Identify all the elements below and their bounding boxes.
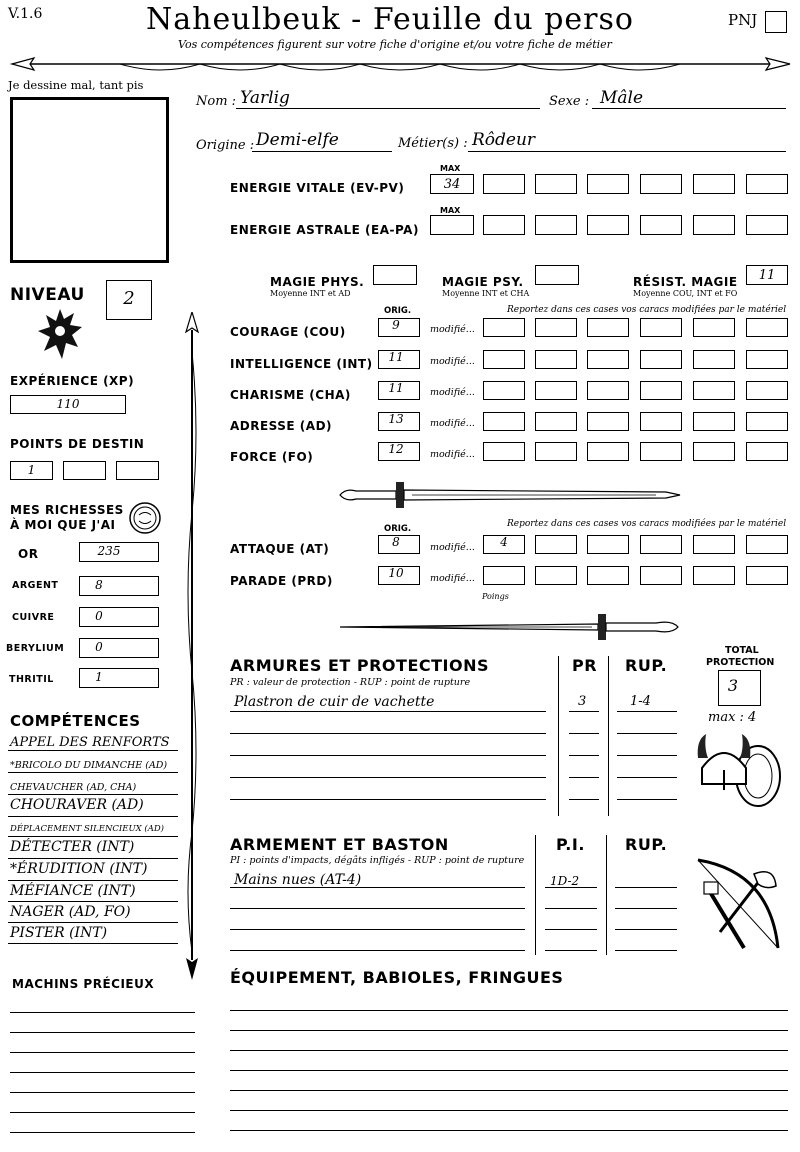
int-label: INTELLIGENCE (INT) <box>230 357 373 371</box>
resist-magie-label: RÉSIST. MAGIE <box>633 275 738 289</box>
ea-box[interactable] <box>693 215 735 235</box>
armure-rup: 1-4 <box>630 694 651 709</box>
armure-row-line[interactable] <box>230 799 546 800</box>
machins-line[interactable] <box>10 1112 195 1113</box>
prd-modif-label: modifié... <box>430 573 475 584</box>
skill-line[interactable] <box>8 836 178 837</box>
thritil-value: 1 <box>95 670 103 684</box>
resist-magie-note: Moyenne COU, INT et FO <box>633 289 738 298</box>
skill-line[interactable] <box>8 922 178 923</box>
skill-item: MÉFIANCE (INT) <box>10 883 136 899</box>
nom-label: Nom : <box>196 94 237 109</box>
stat-mod-box[interactable] <box>640 318 682 337</box>
stat-mod-box[interactable] <box>640 350 682 369</box>
equipement-line[interactable] <box>230 1070 788 1071</box>
armement-divider <box>606 835 607 955</box>
equipement-line[interactable] <box>230 1110 788 1111</box>
skill-line[interactable] <box>8 772 178 773</box>
stat-mod-box[interactable] <box>640 381 682 400</box>
stat-mod-box[interactable] <box>587 412 629 431</box>
nom-value: Yarlig <box>240 88 290 108</box>
stat-mod-box[interactable] <box>535 442 577 461</box>
arme-pi-line[interactable] <box>545 929 597 930</box>
arme-rup-line[interactable] <box>615 950 677 951</box>
arme-pi-line[interactable] <box>545 908 597 909</box>
skill-line[interactable] <box>8 880 178 881</box>
stat-mod-box[interactable] <box>746 442 788 461</box>
magie-phys-box[interactable] <box>373 265 417 285</box>
armure-pr-line[interactable] <box>569 733 599 734</box>
poings-note: Poings <box>482 592 509 601</box>
stat-mod-box[interactable] <box>483 381 525 400</box>
armure-pr-line[interactable] <box>569 755 599 756</box>
stat-mod-box[interactable] <box>693 318 735 337</box>
at-mod-box[interactable] <box>535 535 577 554</box>
total-protection-label: PROTECTION <box>706 657 775 668</box>
armure-row-line[interactable] <box>230 711 546 712</box>
armement-title: ARMEMENT ET BASTON <box>230 835 449 854</box>
at-label: ATTAQUE (AT) <box>230 542 330 556</box>
skill-item: *ÉRUDITION (INT) <box>10 861 148 877</box>
int-value: 11 <box>388 350 404 364</box>
or-value: 235 <box>97 544 121 558</box>
sexe-field[interactable] <box>592 108 786 109</box>
armures-title: ARMURES ET PROTECTIONS <box>230 656 489 675</box>
arme-pi-line[interactable] <box>545 887 597 888</box>
portrait-caption: Je dessine mal, tant pis <box>8 78 144 92</box>
arme-row-line[interactable] <box>230 887 525 888</box>
origine-label: Origine : <box>196 138 255 153</box>
prd-mod-box[interactable] <box>746 566 788 585</box>
armure-rup-line[interactable] <box>617 755 677 756</box>
skill-item: APPEL DES RENFORTS <box>10 735 170 750</box>
ea-max-box[interactable] <box>430 215 474 235</box>
cou-label: COURAGE (COU) <box>230 325 346 339</box>
arme-rup-line[interactable] <box>615 929 677 930</box>
armures-rup-header: RUP. <box>625 656 668 675</box>
ev-label: ENERGIE VITALE (EV-PV) <box>230 181 405 195</box>
machins-line[interactable] <box>10 1092 195 1093</box>
armure-rup-line[interactable] <box>617 711 677 712</box>
skill-item: CHOURAVER (AD) <box>10 797 144 813</box>
cha-value: 11 <box>388 381 404 395</box>
arme-row-line[interactable] <box>230 908 525 909</box>
prd-mod-box[interactable] <box>693 566 735 585</box>
armement-divider <box>535 835 536 955</box>
stat-mod-box[interactable] <box>693 350 735 369</box>
magie-psy-box[interactable] <box>535 265 579 285</box>
ev-max-value: 34 <box>443 177 461 192</box>
xp-value: 110 <box>56 397 80 411</box>
armement-rup-header: RUP. <box>625 835 668 854</box>
armures-divider <box>558 656 559 816</box>
skill-item: PISTER (INT) <box>10 925 108 941</box>
ad-modif-label: modifié... <box>430 418 475 429</box>
spear-icon <box>182 312 202 980</box>
ea-box[interactable] <box>483 215 525 235</box>
ea-max-label: MAX <box>440 206 461 215</box>
machins-title: MACHINS PRÉCIEUX <box>12 977 155 991</box>
skill-item: NAGER (AD, FO) <box>10 904 131 920</box>
stat-mod-box[interactable] <box>535 381 577 400</box>
metier-field[interactable] <box>468 151 786 152</box>
ea-label: ENERGIE ASTRALE (EA-PA) <box>230 223 419 237</box>
stat-mod-box[interactable] <box>483 412 525 431</box>
dragon-icon <box>34 305 86 363</box>
fo-label: FORCE (FO) <box>230 450 314 464</box>
magie-psy-label: MAGIE PSY. <box>442 275 524 289</box>
portrait-frame[interactable] <box>10 97 169 263</box>
prd-mod-box[interactable] <box>483 566 525 585</box>
cuivre-label: CUIVRE <box>12 612 55 623</box>
equipement-title: ÉQUIPEMENT, BABIOLES, FRINGUES <box>230 968 564 987</box>
armures-pr-header: PR <box>572 656 598 675</box>
cha-modif-label: modifié... <box>430 387 475 398</box>
resist-magie-value: 11 <box>758 268 776 283</box>
stat-mod-box[interactable] <box>746 318 788 337</box>
at-mod-value: 4 <box>500 535 508 549</box>
destin-box[interactable] <box>63 461 106 480</box>
at-modif-label: modifié... <box>430 542 475 553</box>
ev-box[interactable] <box>535 174 577 194</box>
sword-icon <box>336 610 682 644</box>
armure-row-line[interactable] <box>230 733 546 734</box>
prd-label: PARADE (PRD) <box>230 574 333 588</box>
version-label: V.1.6 <box>8 6 43 22</box>
stat-mod-box[interactable] <box>693 442 735 461</box>
ea-box[interactable] <box>535 215 577 235</box>
skill-item: DÉTECTER (INT) <box>10 839 135 855</box>
arme-name: Mains nues (AT-4) <box>234 872 362 888</box>
stat-mod-box[interactable] <box>483 318 525 337</box>
fo-modif-label: modifié... <box>430 449 475 460</box>
stats-orig-label: ORIG. <box>384 306 412 316</box>
armure-pr-line[interactable] <box>569 777 599 778</box>
stat-mod-box[interactable] <box>587 381 629 400</box>
stat-mod-box[interactable] <box>535 350 577 369</box>
stat-mod-box[interactable] <box>746 350 788 369</box>
skill-item: *BRICOLO DU DIMANCHE (AD) <box>10 760 168 771</box>
ea-box[interactable] <box>587 215 629 235</box>
machins-line[interactable] <box>10 1032 195 1033</box>
ev-box[interactable] <box>587 174 629 194</box>
armures-divider <box>608 656 609 816</box>
stat-mod-box[interactable] <box>693 412 735 431</box>
arme-rup-line[interactable] <box>615 908 677 909</box>
destin-box[interactable] <box>116 461 159 480</box>
int-modif-label: modifié... <box>430 356 475 367</box>
niveau-label: NIVEAU <box>10 285 85 305</box>
prd-mod-box[interactable] <box>640 566 682 585</box>
ev-max-label: MAX <box>440 164 461 173</box>
argent-value: 8 <box>95 578 103 592</box>
machins-line[interactable] <box>10 1012 195 1013</box>
stat-mod-box[interactable] <box>535 412 577 431</box>
arme-pi: 1D-2 <box>550 874 580 888</box>
skill-line[interactable] <box>8 794 178 795</box>
equipement-line[interactable] <box>230 1130 788 1131</box>
combat-note: Reportez dans ces cases vos caracs modifiées par le matériel <box>507 519 787 529</box>
total-protection-value: 3 <box>727 676 739 695</box>
ev-box[interactable] <box>640 174 682 194</box>
armure-pr-line[interactable] <box>569 711 599 712</box>
cuivre-value: 0 <box>95 609 103 623</box>
ad-label: ADRESSE (AD) <box>230 419 333 433</box>
stat-mod-box[interactable] <box>746 381 788 400</box>
sexe-value: Mâle <box>600 88 644 108</box>
magie-phys-note: Moyenne INT et AD <box>270 289 351 298</box>
machins-line[interactable] <box>10 1072 195 1073</box>
ea-box[interactable] <box>640 215 682 235</box>
stat-mod-box[interactable] <box>587 442 629 461</box>
cha-label: CHARISME (CHA) <box>230 388 351 402</box>
arme-pi-line[interactable] <box>545 950 597 951</box>
origine-field[interactable] <box>252 151 392 152</box>
skill-line[interactable] <box>8 901 178 902</box>
weapons-bow-axe-icon <box>690 852 786 956</box>
ev-box[interactable] <box>483 174 525 194</box>
magie-phys-label: MAGIE PHYS. <box>270 275 365 289</box>
armure-row-line[interactable] <box>230 755 546 756</box>
destin-value: 1 <box>27 463 36 477</box>
total-protection-label: TOTAL <box>725 645 759 656</box>
spear-divider-icon <box>0 52 800 78</box>
skill-line[interactable] <box>8 750 178 751</box>
nom-field[interactable] <box>236 108 540 109</box>
sword-icon <box>336 478 682 512</box>
equipement-line[interactable] <box>230 1030 788 1031</box>
at-mod-box[interactable] <box>640 535 682 554</box>
at-mod-box[interactable] <box>587 535 629 554</box>
machins-line[interactable] <box>10 1052 195 1053</box>
berylium-value: 0 <box>95 640 103 654</box>
richesses-label-1: MES RICHESSES <box>10 503 124 517</box>
stat-mod-box[interactable] <box>640 412 682 431</box>
ad-value: 13 <box>388 412 404 426</box>
arme-row-line[interactable] <box>230 950 525 951</box>
or-label: OR <box>18 547 39 561</box>
thritil-label: THRITIL <box>9 674 54 685</box>
cou-modif-label: modifié... <box>430 324 475 335</box>
pnj-label: PNJ <box>728 11 758 29</box>
prd-value: 10 <box>388 566 404 580</box>
niveau-value: 2 <box>123 288 135 309</box>
armure-rup-line[interactable] <box>617 799 677 800</box>
at-value: 8 <box>392 535 400 549</box>
page-subtitle: Vos compétences figurent sur votre fiche d'origine et/ou votre fiche de métier <box>178 38 612 51</box>
total-protection-max: max : 4 <box>708 710 757 725</box>
prd-mod-box[interactable] <box>587 566 629 585</box>
sexe-label: Sexe : <box>549 94 590 109</box>
stats-note: Reportez dans ces cases vos caracs modifiées par le matériel <box>507 305 787 315</box>
prd-mod-box[interactable] <box>535 566 577 585</box>
argent-label: ARGENT <box>12 580 59 591</box>
pnj-checkbox[interactable] <box>765 11 787 33</box>
helmet-shield-icon <box>694 728 784 814</box>
ev-box[interactable] <box>693 174 735 194</box>
machins-line[interactable] <box>10 1132 195 1133</box>
armure-row-line[interactable] <box>230 777 546 778</box>
stat-mod-box[interactable] <box>483 350 525 369</box>
destin-label: POINTS DE DESTIN <box>10 437 145 451</box>
stat-mod-box[interactable] <box>535 318 577 337</box>
arme-rup-line[interactable] <box>615 887 677 888</box>
fo-value: 12 <box>388 442 404 456</box>
stat-mod-box[interactable] <box>640 442 682 461</box>
skill-item: DÉPLACEMENT SILENCIEUX (AD) <box>10 824 164 834</box>
at-mod-box[interactable] <box>693 535 735 554</box>
ea-box[interactable] <box>746 215 788 235</box>
armures-note: PR : valeur de protection - RUP : point de rupture <box>230 677 471 688</box>
stat-mod-box[interactable] <box>693 381 735 400</box>
equipement-line[interactable] <box>230 1010 788 1011</box>
origine-value: Demi-elfe <box>256 130 339 150</box>
armure-rup-line[interactable] <box>617 777 677 778</box>
cou-value: 9 <box>392 318 400 332</box>
stat-mod-box[interactable] <box>746 412 788 431</box>
armure-name: Plastron de cuir de vachette <box>234 694 435 710</box>
armure-pr: 3 <box>578 694 587 709</box>
richesses-label-2: À MOI QUE J'AI <box>10 518 116 532</box>
skill-line[interactable] <box>8 816 178 817</box>
equipement-line[interactable] <box>230 1050 788 1051</box>
armure-pr-line[interactable] <box>569 799 599 800</box>
xp-label: EXPÉRIENCE (XP) <box>10 374 135 388</box>
equipement-line[interactable] <box>230 1090 788 1091</box>
skill-line[interactable] <box>8 858 178 859</box>
armure-rup-line[interactable] <box>617 733 677 734</box>
stat-mod-box[interactable] <box>587 318 629 337</box>
armement-note: PI : points d'impacts, dégâts infligés - RUP : point de rupture <box>230 855 525 866</box>
ev-box[interactable] <box>746 174 788 194</box>
arme-row-line[interactable] <box>230 929 525 930</box>
armement-pi-header: P.I. <box>556 835 585 854</box>
at-mod-box[interactable] <box>746 535 788 554</box>
metier-label: Métier(s) : <box>398 136 468 151</box>
stat-mod-box[interactable] <box>483 442 525 461</box>
combat-orig-label: ORIG. <box>384 524 412 534</box>
page-title: Naheulbeuk - Feuille du perso <box>146 2 634 37</box>
magie-psy-note: Moyenne INT et CHA <box>442 289 530 298</box>
competences-title: COMPÉTENCES <box>10 712 141 730</box>
metier-value: Rôdeur <box>472 130 536 150</box>
skill-item: CHEVAUCHER (AD, CHA) <box>10 782 137 793</box>
stat-mod-box[interactable] <box>587 350 629 369</box>
berylium-label: BERYLIUM <box>6 643 65 654</box>
skill-line[interactable] <box>8 943 178 944</box>
coin-icon <box>128 501 162 535</box>
